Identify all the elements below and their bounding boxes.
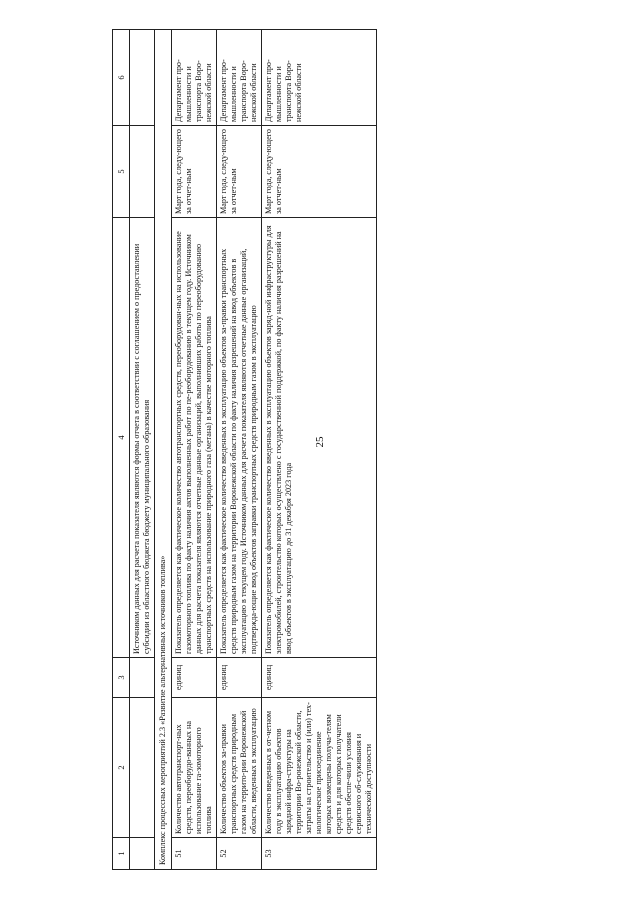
period-cell: Март года, следу-ющего за отчет-ным [217,126,262,218]
table-row [217,30,262,870]
header-cell: 6 [113,30,130,126]
row-number: 53 [262,838,377,870]
table-row [130,30,155,870]
header-cell: 5 [113,126,130,218]
header-cell: 1 [113,838,130,870]
indicator-table [112,29,377,870]
complex-heading: Комплекс процессных мероприятий 2.3 «Развитие альтернативных источников топлива» [155,30,172,870]
header-row [113,30,130,870]
row-number: 52 [217,838,262,870]
header-cell: 2 [113,698,130,838]
table-row [172,30,217,870]
responsible-cell: Департамент про-мышленности и транспорта Воро-нежской области [172,30,217,126]
unit-cell: единиц [262,658,377,698]
period-cell: Март года, следу-ющего за отчет-ным [172,126,217,218]
method-cell: Источником данных для расчета показателя являются формы отчета в соответствии с соглашением о предоставлении субсидии из областного бюджета бюджету муниципального образования [130,218,155,658]
page-number: 25 [314,436,326,448]
period-cell: Март года, следу-ющего за отчет-ным [262,126,377,218]
table-row [262,30,377,870]
method-cell: Показатель определяется как фактическое количество введенных в эксплуатацию объектов заряд-ной инфраструктуры для электромобилей, строительство которых осуществлено с государственной поддержкой, по факту наличия разрешений на ввод объектов в эксплуатацию до 31 декабря 2023 года [262,218,377,658]
indicator-name: Количество автотранспорт-ных средств, переоборудо-ванных на использование га-зомоторного топлива [172,698,217,838]
header-cell: 4 [113,218,130,658]
indicator-name: Количество введенных в от-четном году в эксплуатацию объектов зарядной инфра-структуры на территории Во-ронежской области, затраты на строительство и (или) тех-нологическое присоединение которых возмещены получа-телям средств и для которых получатели средств обеспе-чили условия сервисного об-служивания и технической доступности [262,698,377,838]
unit-cell: единиц [217,658,262,698]
method-cell: Показатель определяется как фактическое количество введенных в эксплуатацию объектов за-правки транспортных средств природным газом на территории Воронежской области по факту наличия разрешений на ввод объектов в эксплуатацию в текущем году. Источником данных для расчета показателя являются отчетные данные организаций, подтвержда-ющие ввод объектов заправки транспортных средств природным газом в эксплуатацию [217,218,262,658]
responsible-cell: Департамент про-мышленности и транспорта Воро-нежской области [262,30,377,126]
responsible-cell: Департамент про-мышленности и транспорта Воро-нежской области [217,30,262,126]
unit-cell: единиц [172,658,217,698]
indicator-name: Количество объектов за-правки транспортных средств природным газом на террито-рии Воронежской области, введенных в эксплуатацию [217,698,262,838]
header-cell: 3 [113,658,130,698]
row-number: 51 [172,838,217,870]
method-cell: Показатель определяется как фактическое количество автотранспортных средств, переоборудован-ных на использование газомоторного топлива по факту наличия актов выполненных работ по пе-реоборудованию в текущем году. Источником данных для расчета показателя являются отчетные данные организаций, выполнивших работы по переоборудованию транспортных средств на использование природного газа (метана) в качестве моторного топлива [172,218,217,658]
complex-row [155,30,172,870]
rotated-table-container [112,30,452,870]
